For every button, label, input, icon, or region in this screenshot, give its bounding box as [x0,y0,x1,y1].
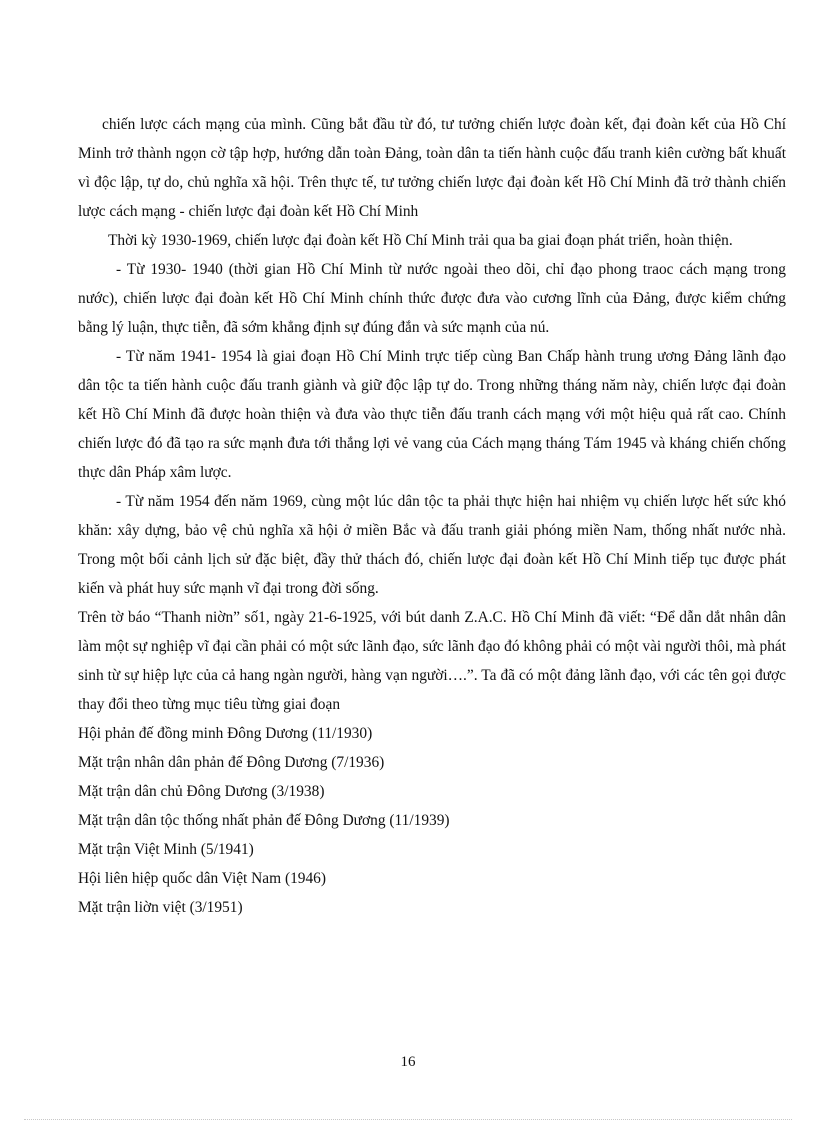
document-page-body [78,110,786,922]
list-item: Mặt trận dân tộc thống nhất phản đế Đông Dương (11/1939) [78,812,450,829]
paragraph-stage-1954-1969: - Từ năm 1954 đến năm 1969, cùng một lúc dân tộc ta phải thực hiện hai nhiệm vụ chiến lược hết sức khó khăn: xây dựng, bảo vệ chủ nghĩa xã hội ở miền Bắc và đấu tranh giải phóng miền Nam, thống nhất nước nhà. Trong một bối cảnh lịch sử đặc biệt, đầy thử thách đó, chiến lược đại đoàn kết Hồ Chí Minh tiếp tục được phát kiến và phát huy sức mạnh vĩ đại trong đời sống. [78,493,786,597]
paragraph-period-1930-1969: Thời kỳ 1930-1969, chiến lược đại đoàn kết Hồ Chí Minh trải qua ba giai đoạn phát triển, hoàn thiện. [108,232,733,249]
page-number: 16 [400,1054,416,1070]
list-item: Hội phản đế đồng minh Đông Dương (11/1930) [78,725,373,742]
front-names-list [78,719,786,922]
list-item: Mặt trận liờn việt (3/1951) [78,899,243,916]
paragraph-stage-1941-1954: - Từ năm 1941- 1954 là giai đoạn Hồ Chí Minh trực tiếp cùng Ban Chấp hành trung ương Đảng lãnh đạo dân tộc ta tiến hành cuộc đấu tranh giành và giữ độc lập tự do. Trong những tháng năm này, chiến lược đại đoàn kết Hồ Chí Minh đã được hoàn thiện và đưa vào thực tiễn đấu tranh cách mạng với một hiệu quả rất cao. Chính chiến lược đó đã tạo ra sức mạnh đưa tới thắng lợi vẻ vang của Cách mạng tháng Tám 1945 và kháng chiến chống thực dân Pháp xâm lược. [78,348,786,481]
paragraph-stage-1930-1940: - Từ 1930- 1940 (thời gian Hồ Chí Minh từ nước ngoài theo dõi, chỉ đạo phong traoc cách mạng trong nước), chiến lược đại đoàn kết Hồ Chí Minh chính thức được đưa vào cương lĩnh của Đảng, được kiểm chứng bằng lý luận, thực tiễn, đã sớm khẳng định sự đúng đắn và sức mạnh của nú. [78,261,786,336]
list-item: Mặt trận dân chủ Đông Dương (3/1938) [78,783,325,800]
list-item: Mặt trận nhân dân phản đế Đông Dương (7/1936) [78,754,385,771]
list-item: Hội liên hiệp quốc dân Việt Nam (1946) [78,870,326,887]
list-item: Mặt trận Việt Minh (5/1941) [78,841,254,858]
paragraph-strategy-intro: chiến lược cách mạng của mình. Cũng bắt đầu từ đó, tư tưởng chiến lược đoàn kết, đại đoàn kết của Hồ Chí Minh trở thành ngọn cờ tập hợp, hướng dẫn toàn Đảng, toàn dân ta tiến hành cuộc đấu tranh kiên cường bất khuất vì độc lập, tự do, chủ nghĩa xã hội. Trên thực tế, tư tưởng chiến lược đại đoàn kết Hồ Chí Minh đã trở thành chiến lược cách mạng - chiến lược đại đoàn kết Hồ Chí Minh [78,116,786,220]
paragraph-thanh-nien-quote: Trên tờ báo “Thanh niờn” số1, ngày 21-6-1925, với bút danh Z.A.C. Hồ Chí Minh đã viết: “Để dẫn dắt nhân dân làm một sự nghiệp vĩ đại cần phải có một sức lãnh đạo, sức lãnh đạo đó không phải có một vài người thôi, mà phát sinh từ sự hiệp lực của cả hang ngàn người, hàng vạn người….”. Ta đã có một đảng lãnh đạo, với các tên gọi được thay đổi theo từng mục tiêu từng giai đoạn [78,609,786,713]
page-bottom-divider [24,1119,792,1120]
